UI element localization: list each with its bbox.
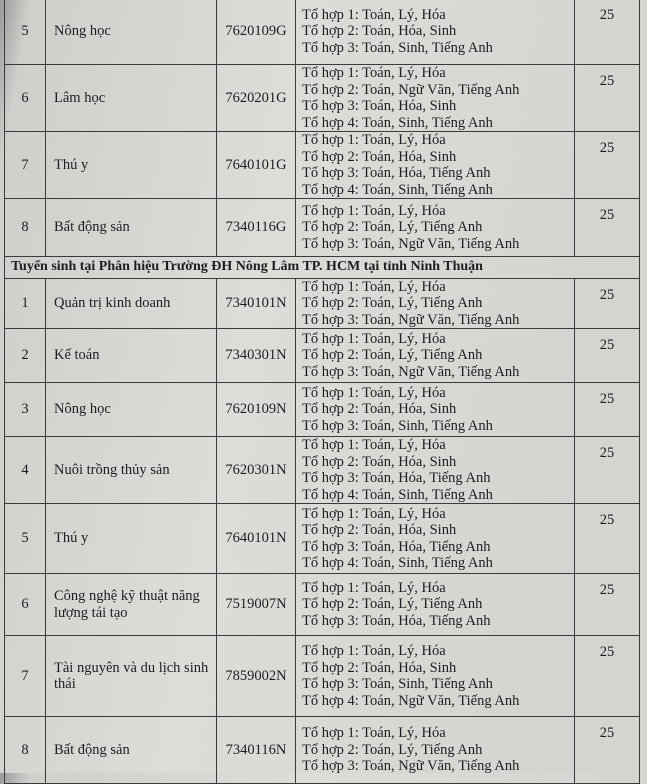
combination-line: Tổ hợp 4: Toán, Ngữ Văn, Tiếng Anh: [302, 692, 520, 709]
combination-line: Tổ hợp 1: Toán, Lý, Hóa: [302, 725, 446, 742]
combination-line: Tổ hợp 1: Toán, Lý, Hóa: [302, 65, 446, 81]
major-name: Thú y: [46, 504, 217, 574]
row-number: 8: [5, 199, 46, 257]
major-code: 7620301N: [217, 437, 296, 504]
combination-line: Tổ hợp 2: Toán, Lý, Tiếng Anh: [302, 219, 483, 236]
major-code: 7620109G: [217, 0, 296, 65]
quota: 25: [575, 574, 640, 636]
combination-line: Tổ hợp 3: Toán, Sinh, Tiếng Anh: [302, 417, 493, 434]
combination-line: Tổ hợp 3: Toán, Hóa, Tiếng Anh: [302, 470, 491, 486]
row-number: 7: [5, 132, 46, 199]
combination-line: Tổ hợp 1: Toán, Lý, Hóa: [302, 202, 446, 219]
combination-line: Tổ hợp 2: Toán, Lý, Tiếng Anh: [302, 741, 483, 758]
row-number: 3: [5, 383, 46, 437]
combination-line: Tổ hợp 3: Toán, Hóa, Sinh: [302, 98, 457, 114]
combination-line: Tổ hợp 4: Toán, Sinh, Tiếng Anh: [302, 486, 493, 503]
row-number: 5: [5, 504, 46, 574]
combination-line: Tổ hợp 3: Toán, Ngữ Văn, Tiếng Anh: [302, 311, 520, 328]
table-row: [5, 636, 640, 717]
major-name: Thú y: [46, 132, 217, 199]
combination-line: Tổ hợp 1: Toán, Lý, Hóa: [302, 132, 446, 148]
major-name: Quản trị kinh doanh: [46, 278, 217, 329]
major-code: 7859002N: [217, 636, 296, 717]
combination-line: Tổ hợp 4: Toán, Sinh, Tiếng Anh: [302, 555, 493, 571]
table-row: [5, 437, 640, 504]
combination-line: Tổ hợp 1: Toán, Lý, Hóa: [302, 384, 446, 401]
combination-line: Tổ hợp 4: Toán, Sinh, Tiếng Anh: [302, 181, 493, 198]
table-row: [5, 383, 640, 437]
major-code: 7519007N: [217, 574, 296, 636]
combination-line: Tổ hợp 1: Toán, Lý, Hóa: [302, 437, 446, 453]
subject-combinations: [296, 65, 575, 132]
quota: 25: [575, 636, 640, 717]
combination-line: Tổ hợp 1: Toán, Lý, Hóa: [302, 505, 446, 522]
table-row: [5, 199, 640, 257]
combination-line: Tổ hợp 3: Toán, Sinh, Tiếng Anh: [302, 39, 493, 56]
combination-line: Tổ hợp 1: Toán, Lý, Hóa: [302, 579, 446, 596]
major-name: Nông học: [46, 383, 217, 437]
combination-line: Tổ hợp 3: Toán, Ngữ Văn, Tiếng Anh: [302, 758, 520, 775]
major-code: 7340301N: [217, 329, 296, 383]
subject-combinations: [296, 437, 575, 504]
table-row: [5, 504, 640, 574]
combination-line: Tổ hợp 2: Toán, Lý, Tiếng Anh: [302, 295, 483, 311]
table-row: [5, 132, 640, 199]
quota: 25: [575, 278, 640, 329]
admission-table: [4, 0, 640, 784]
combination-line: Tổ hợp 1: Toán, Lý, Hóa: [302, 643, 446, 659]
combination-line: Tổ hợp 2: Toán, Hóa, Sinh: [302, 522, 457, 538]
row-number: 6: [5, 574, 46, 636]
major-name: Lâm học: [46, 65, 217, 132]
quota: 25: [575, 504, 640, 574]
combination-line: Tổ hợp 2: Toán, Hóa, Sinh: [302, 148, 457, 165]
subject-combinations: [296, 504, 575, 574]
subject-combinations: [296, 383, 575, 437]
major-code: 7340116N: [217, 717, 296, 784]
major-code: 7340116G: [217, 199, 296, 257]
row-number: 7: [5, 636, 46, 717]
row-number: 5: [5, 0, 46, 65]
table-row: [5, 574, 640, 636]
major-code: 7620109N: [217, 383, 296, 437]
major-name: Bất động sản: [46, 199, 217, 257]
row-number: 8: [5, 717, 46, 784]
subject-combinations: [296, 199, 575, 257]
section-header: [5, 257, 640, 279]
combination-line: Tổ hợp 1: Toán, Lý, Hóa: [302, 6, 446, 23]
quota: 25: [575, 329, 640, 383]
combination-line: Tổ hợp 3: Toán, Hóa, Tiếng Anh: [302, 165, 491, 181]
section-title: Tuyển sinh tại Phân hiệu Trường ĐH Nông Lâm TP. HCM tại tỉnh Ninh Thuận: [5, 257, 640, 279]
major-code: 7620201G: [217, 65, 296, 132]
row-number: 2: [5, 329, 46, 383]
quota: 25: [575, 199, 640, 257]
major-name: Kế toán: [46, 329, 217, 383]
subject-combinations: [296, 636, 575, 717]
row-number: 6: [5, 65, 46, 132]
quota: 25: [575, 717, 640, 784]
row-number: 1: [5, 278, 46, 329]
combination-line: Tổ hợp 2: Toán, Hóa, Sinh: [302, 659, 457, 676]
combination-line: Tổ hợp 4: Toán, Sinh, Tiếng Anh: [302, 114, 493, 131]
quota: 25: [575, 437, 640, 504]
combination-line: Tổ hợp 2: Toán, Hóa, Sinh: [302, 401, 457, 418]
combination-line: Tổ hợp 2: Toán, Lý, Tiếng Anh: [302, 596, 483, 613]
row-number: 4: [5, 437, 46, 504]
combination-line: Tổ hợp 3: Toán, Hóa, Tiếng Anh: [302, 612, 491, 629]
quota: 25: [575, 0, 640, 65]
subject-combinations: [296, 0, 575, 65]
major-code: 7640101N: [217, 504, 296, 574]
combination-line: Tổ hợp 1: Toán, Lý, Hóa: [302, 278, 446, 295]
quota: 25: [575, 65, 640, 132]
table-row: [5, 329, 640, 383]
combination-line: Tổ hợp 1: Toán, Lý, Hóa: [302, 330, 446, 347]
major-name: Tài nguyên và du lịch sinh thái: [46, 636, 217, 717]
combination-line: Tổ hợp 2: Toán, Hóa, Sinh: [302, 453, 457, 470]
subject-combinations: [296, 574, 575, 636]
table-row: [5, 278, 640, 329]
combination-line: Tổ hợp 2: Toán, Ngữ Văn, Tiếng Anh: [302, 81, 520, 98]
subject-combinations: [296, 278, 575, 329]
major-name: Nuôi trồng thủy sản: [46, 437, 217, 504]
combination-line: Tổ hợp 2: Toán, Lý, Tiếng Anh: [302, 347, 483, 364]
table-row: [5, 65, 640, 132]
quota: 25: [575, 383, 640, 437]
table-row: [5, 717, 640, 784]
subject-combinations: [296, 329, 575, 383]
combination-line: Tổ hợp 3: Toán, Hóa, Tiếng Anh: [302, 538, 491, 555]
combination-line: Tổ hợp 3: Toán, Ngữ Văn, Tiếng Anh: [302, 363, 520, 380]
major-name: Nông học: [46, 0, 217, 65]
subject-combinations: [296, 717, 575, 784]
combination-line: Tổ hợp 3: Toán, Ngữ Văn, Tiếng Anh: [302, 235, 520, 252]
subject-combinations: [296, 132, 575, 199]
table-row: [5, 0, 640, 65]
major-name: Công nghệ kỹ thuật năng lượng tái tạo: [46, 574, 217, 636]
major-code: 7640101G: [217, 132, 296, 199]
quota: 25: [575, 132, 640, 199]
major-name: Bất động sản: [46, 717, 217, 784]
combination-line: Tổ hợp 3: Toán, Sinh, Tiếng Anh: [302, 676, 493, 692]
major-code: 7340101N: [217, 278, 296, 329]
combination-line: Tổ hợp 2: Toán, Hóa, Sinh: [302, 23, 457, 40]
